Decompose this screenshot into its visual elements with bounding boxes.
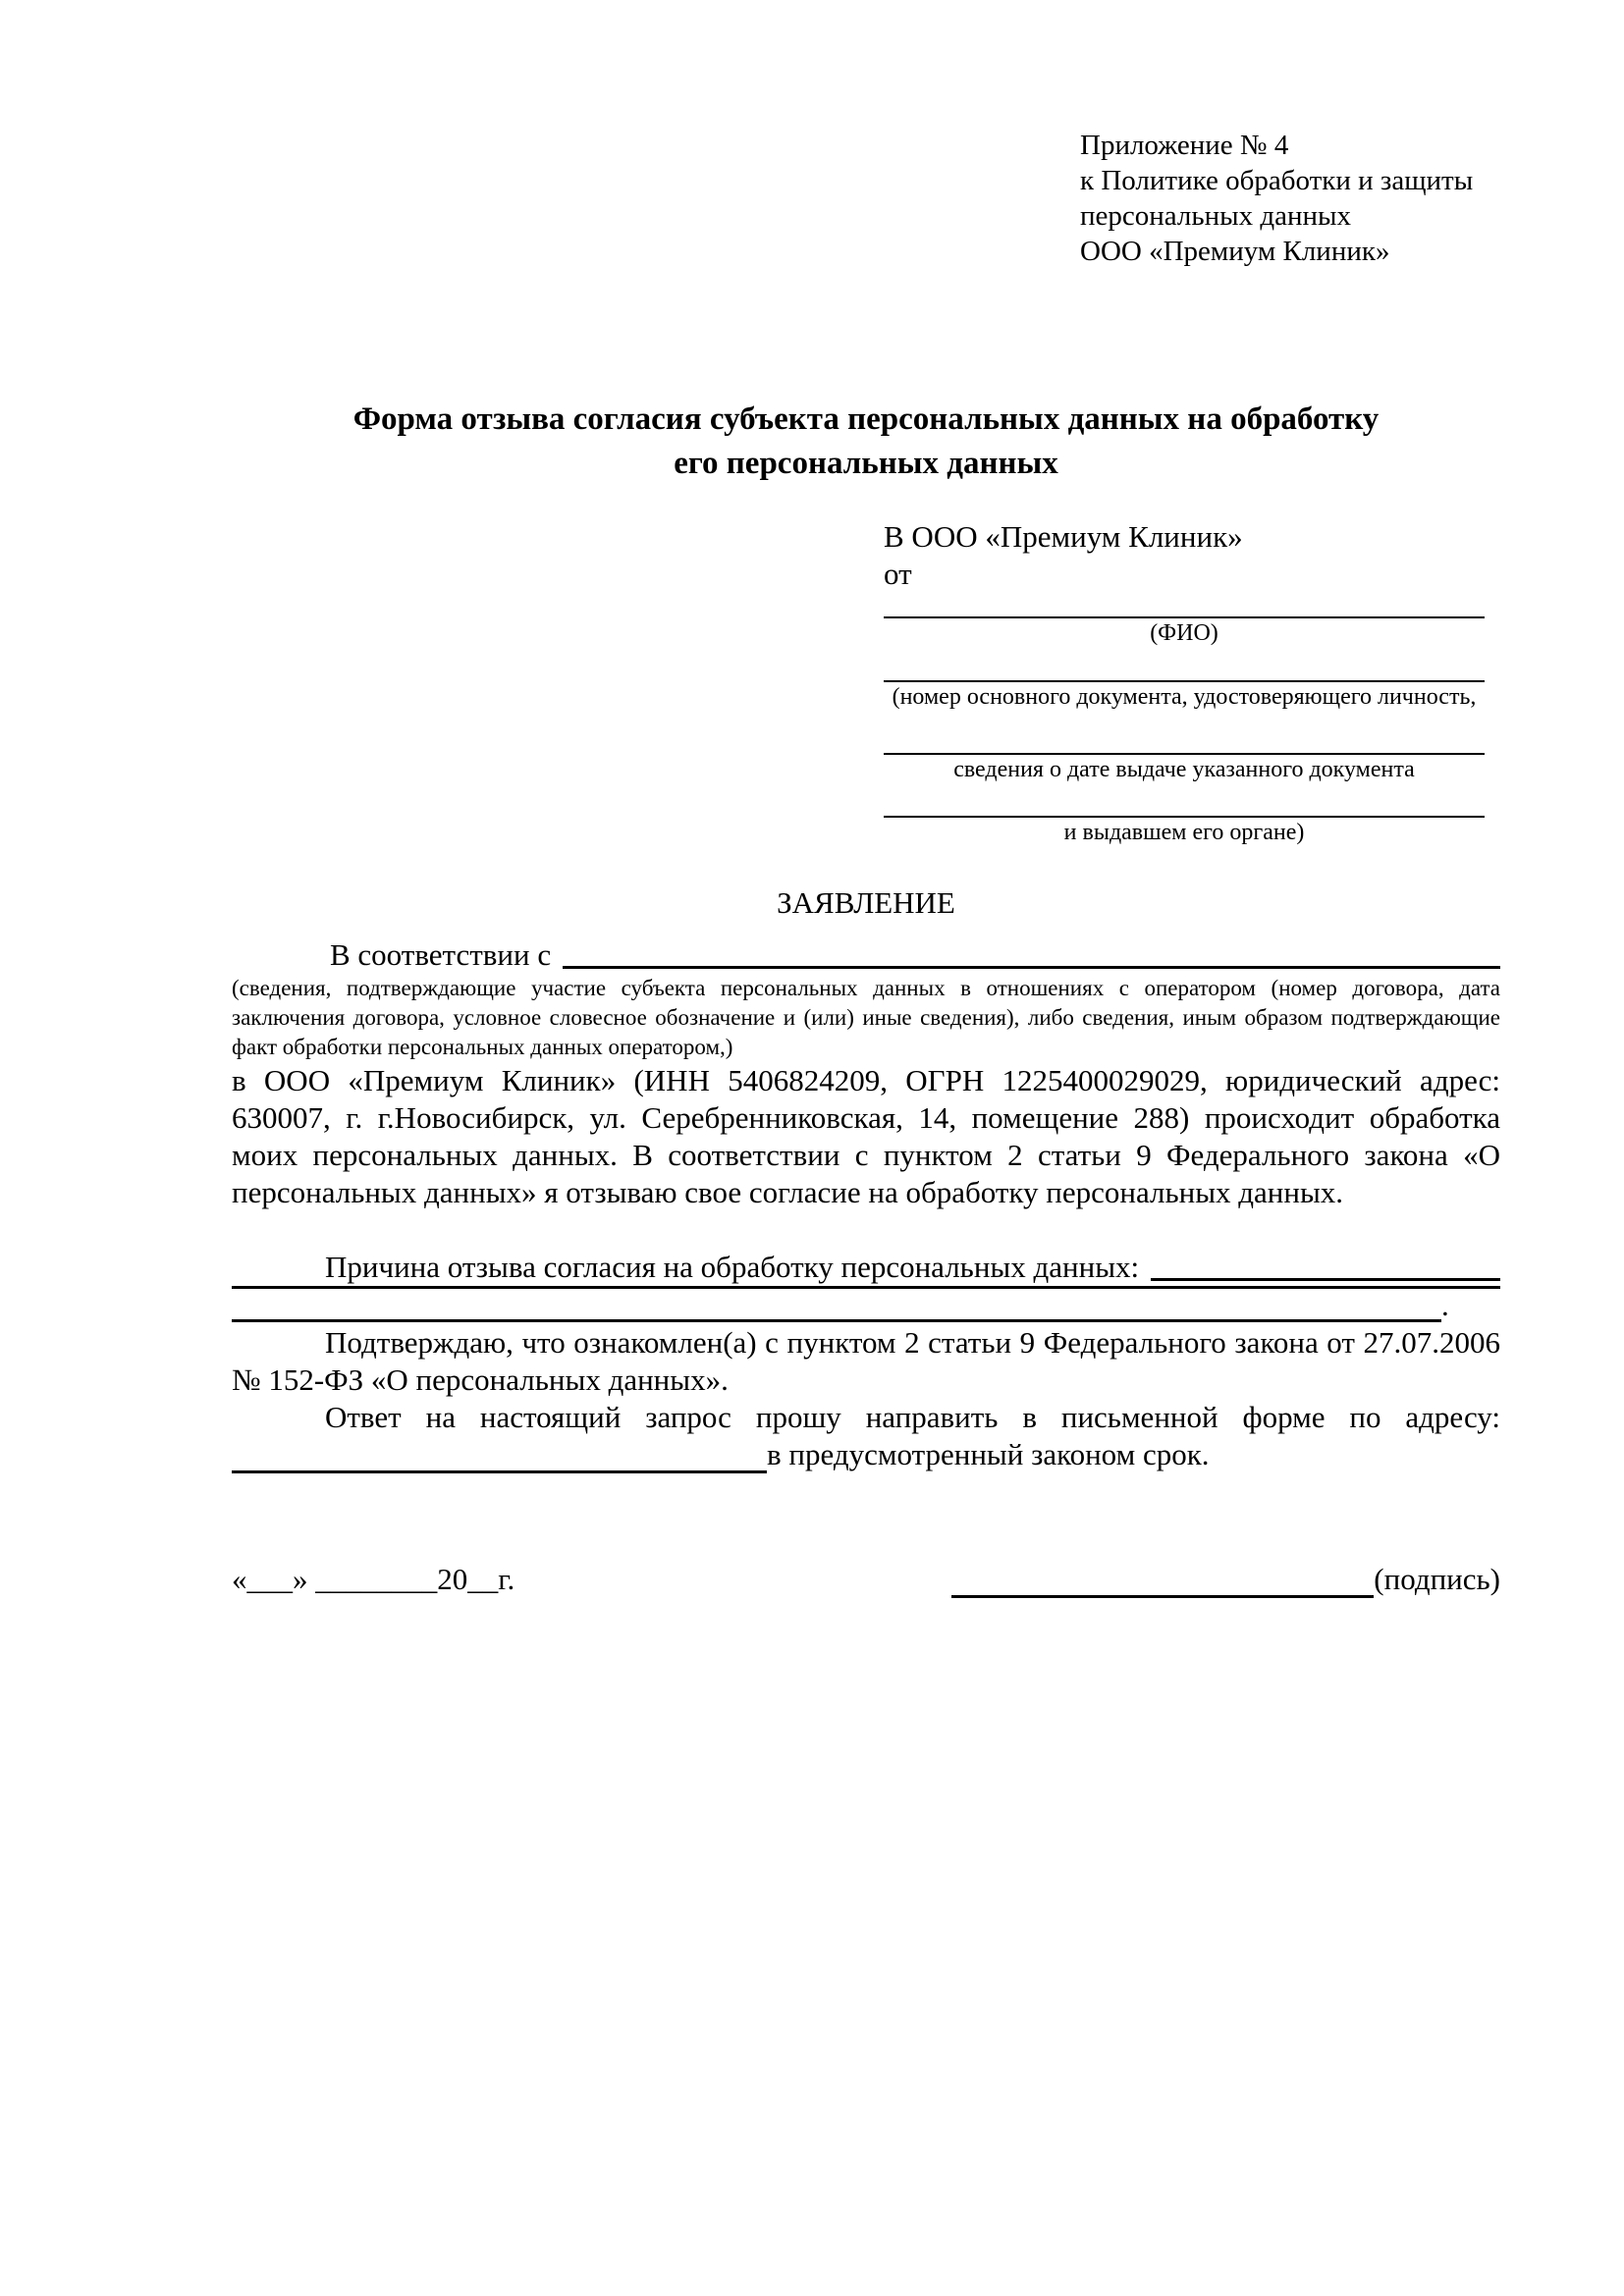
reason-label: Причина отзыва согласия на обработку персональных данных: xyxy=(325,1250,1140,1284)
addressee-block xyxy=(884,518,1485,847)
reply-tail-text: в предусмотренный законом срок. xyxy=(767,1437,1210,1471)
fio-blank-field xyxy=(884,593,1485,618)
document-number-caption: (номер основного документа, удостоверяющего личность, xyxy=(892,684,1477,710)
intro-prefix: В соответствии с xyxy=(330,937,552,972)
annex-note-line: персональных данных xyxy=(1080,200,1352,232)
document-title xyxy=(232,398,1500,486)
statement-heading: ЗАЯВЛЕНИЕ xyxy=(777,885,955,920)
addressee-from-label: от xyxy=(884,557,912,591)
date-blank-field: «___» ________20__г. xyxy=(232,1562,515,1596)
signature-caption: (подпись) xyxy=(1374,1562,1500,1596)
annex-note-line: Приложение № 4 xyxy=(1080,130,1289,161)
document-title-line1: Форма отзыва согласия субъекта персональных данных на обработку xyxy=(352,401,1380,437)
intro-footnote: (сведения, подтверждающие участие субъекта персональных данных в отношениях с оператором (номер договора, дата заключения договора, условное словесное обозначение и (или) иные сведения), либо сведения, иным образом подтверждающие факт обработки персональных данных оператором,) xyxy=(232,976,1500,1059)
signature-row xyxy=(232,1561,1500,1598)
reason-end-period: . xyxy=(1441,1288,1449,1322)
reply-address-row xyxy=(232,1436,1500,1473)
annex-note xyxy=(1080,128,1500,269)
signature-area xyxy=(951,1561,1500,1598)
issue-date-caption: сведения о дате выдаче указанного документа xyxy=(953,757,1415,782)
issuing-authority-caption: и выдавшем его органе) xyxy=(1063,820,1305,845)
reply-request-paragraph: Ответ на настоящий запрос прошу направить в письменной форме по адресу: xyxy=(325,1400,1500,1434)
document-number-blank-field xyxy=(884,648,1485,682)
reason-blank-line-2-rule xyxy=(232,1290,1441,1322)
reason-blank-line-2 xyxy=(232,1289,1500,1322)
issue-date-blank-field xyxy=(884,712,1485,755)
statement-body: в ООО «Премиум Клиник» (ИНН 5406824209, ОГРН 1225400029029, юридический адрес: 630007, г. г.Новосибирск, ул. Серебренниковская, 14, помещение 288) происходит обработка моих персональных данных. В соответствии с пунктом 2 статьи 9 Федерального закона «О персональных данных» я отзываю свое согласие на обработку персональных данных. xyxy=(232,1063,1500,1209)
annex-note-line: ООО «Премиум Клиник» xyxy=(1080,236,1390,267)
reason-blank-field xyxy=(1151,1278,1500,1281)
annex-note-line: к Политике обработки и защиты xyxy=(1080,165,1474,196)
intro-row xyxy=(232,936,1500,974)
reason-row xyxy=(232,1249,1500,1286)
reply-address-blank-field xyxy=(232,1438,767,1473)
signature-blank-field xyxy=(951,1562,1374,1598)
issuing-authority-blank-field xyxy=(884,784,1485,818)
addressee-organization: В ООО «Премиум Клиник» xyxy=(884,519,1243,554)
fio-caption: (ФИО) xyxy=(1150,620,1218,646)
intro-blank-field xyxy=(563,966,1500,969)
confirmation-paragraph: Подтверждаю, что ознакомлен(а) с пунктом 2 статьи 9 Федерального закона от 27.07.2006 № 152-ФЗ «О персональных данных». xyxy=(232,1325,1500,1397)
document-title-line2: его персональных данных xyxy=(674,446,1058,481)
